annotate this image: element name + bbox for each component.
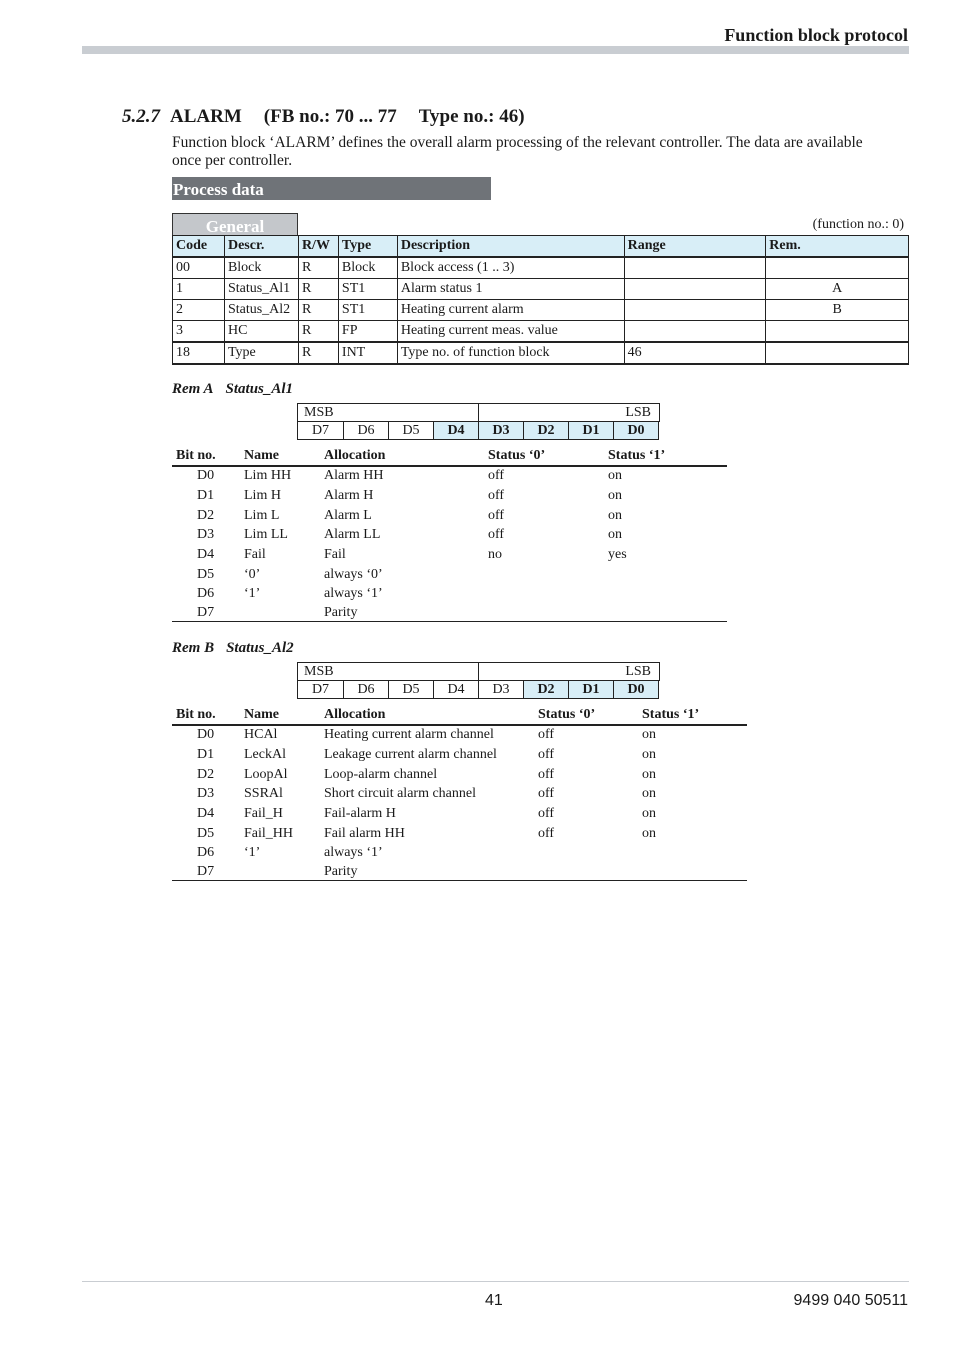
- function-number: (function no.: 0): [812, 217, 904, 232]
- table-cell: Block access (1 .. 3): [397, 257, 624, 279]
- bit-allocation: Short circuit alarm channel: [324, 786, 476, 801]
- bit-name: Lim HH: [244, 468, 292, 483]
- bit-table-header: [172, 446, 727, 467]
- page-number: 41: [485, 1292, 503, 1309]
- bit-status-1: on: [608, 527, 622, 542]
- bit-cell-active: D2: [523, 681, 568, 698]
- bit-name: LeckAl: [244, 747, 286, 762]
- bit-status-0: off: [538, 786, 555, 801]
- bit-no: D5: [197, 826, 215, 841]
- bit-name: Fail: [244, 547, 266, 562]
- bit-allocation: Alarm H: [324, 488, 374, 503]
- bit-status-1: on: [642, 806, 656, 821]
- table-cell: Status_Al1: [224, 279, 298, 300]
- bit-no: D7: [197, 864, 215, 879]
- table-header-cell: Type: [338, 236, 397, 258]
- header-bar: [82, 46, 909, 54]
- table-cell: 00: [173, 257, 225, 279]
- bit-cell: D7: [311, 682, 330, 697]
- bit-status-0: off: [488, 488, 505, 503]
- bit-allocation: Loop-alarm channel: [324, 767, 438, 782]
- bit-cell-active: D0: [613, 681, 658, 698]
- rem-b-title: [172, 640, 294, 657]
- bit-name: HCAl: [244, 727, 278, 742]
- table-cell: A: [766, 279, 909, 300]
- table-cell: B: [766, 300, 909, 321]
- bit-no: D1: [197, 488, 215, 503]
- rem-a-bit-cells: [297, 421, 659, 440]
- document-number: 9499 040 50511: [793, 1292, 908, 1309]
- bit-status-0: off: [538, 747, 555, 762]
- rem-b-name: Status_Al2: [226, 640, 294, 656]
- table-cell: Type no. of function block: [397, 342, 624, 364]
- bit-status-0: off: [538, 806, 555, 821]
- table-cell: HC: [224, 321, 298, 343]
- table-cell: [766, 321, 909, 343]
- page-header-title: Function block protocol: [724, 25, 908, 45]
- table-cell: ST1: [338, 300, 397, 321]
- table-cell: R: [298, 300, 338, 321]
- table-row: [173, 342, 909, 364]
- msb-label: MSB: [304, 664, 334, 679]
- bit-name: LoopAl: [244, 767, 288, 782]
- bit-cell: D6: [343, 422, 388, 439]
- header-cell: Bit no.: [176, 707, 216, 722]
- bit-status-0: off: [488, 468, 505, 483]
- bit-table-header: [172, 705, 747, 726]
- bit-allocation: Alarm HH: [324, 468, 384, 483]
- table-cell: [624, 279, 766, 300]
- bit-cell-active: D1: [568, 422, 613, 439]
- bit-no: D2: [197, 508, 215, 523]
- intro-text: Function block ‘ALARM’ defines the overall alarm processing of the relevant controller. The data are available once per controller.: [172, 134, 863, 169]
- table-header-row: [173, 236, 909, 258]
- lsb-label: LSB: [625, 405, 651, 420]
- section-type-no: Type no.: 46): [418, 106, 525, 127]
- table-row: [173, 257, 909, 279]
- bit-no: D2: [197, 767, 215, 782]
- bit-cell-active: D1: [568, 681, 613, 698]
- table-cell: Heating current meas. value: [397, 321, 624, 343]
- bit-status-1: on: [642, 767, 656, 782]
- rem-a-title: [172, 381, 293, 398]
- bit-status-0: off: [538, 767, 555, 782]
- table-cell: Alarm status 1: [397, 279, 624, 300]
- table-cell: R: [298, 321, 338, 343]
- rem-a-msb-lsb-row: [297, 403, 660, 422]
- bit-name: ‘0’: [244, 567, 261, 582]
- bit-status-0: no: [488, 547, 502, 562]
- table-header-cell: R/W: [298, 236, 338, 258]
- process-data-table: [172, 235, 909, 365]
- bit-no: D4: [197, 547, 215, 562]
- table-cell: R: [298, 342, 338, 364]
- bit-allocation: Fail: [324, 547, 346, 562]
- bit-name: Lim LL: [244, 527, 288, 542]
- bit-name: Lim H: [244, 488, 281, 503]
- msb-lsb-divider: [478, 404, 479, 422]
- table-cell: Block: [338, 257, 397, 279]
- bit-no: D0: [197, 727, 215, 742]
- bit-no: D5: [197, 567, 215, 582]
- general-tab: General: [172, 213, 298, 236]
- table-cell: 3: [173, 321, 225, 343]
- bit-cell: D5: [388, 681, 433, 698]
- bit-status-1: on: [642, 727, 656, 742]
- bit-allocation: always ‘0’: [324, 567, 383, 582]
- table-cell: [766, 342, 909, 364]
- table-cell: Heating current alarm: [397, 300, 624, 321]
- bit-cell: D6: [343, 681, 388, 698]
- msb-lsb-divider: [478, 663, 479, 681]
- rem-b-bit-cells: [297, 680, 659, 699]
- header-cell: Bit no.: [176, 448, 216, 463]
- bit-status-1: on: [608, 488, 622, 503]
- bit-table-bottom-rule: [172, 621, 727, 622]
- bit-allocation: Parity: [324, 605, 358, 620]
- bit-cell-active: D0: [613, 422, 658, 439]
- header-cell: Status ‘1’: [642, 707, 700, 722]
- header-cell: Name: [244, 448, 279, 463]
- bit-cell: D5: [388, 422, 433, 439]
- bit-name: Fail_HH: [244, 826, 293, 841]
- table-cell: [624, 300, 766, 321]
- table-cell: [766, 257, 909, 279]
- bit-no: D6: [197, 586, 215, 601]
- bit-no: D1: [197, 747, 215, 762]
- bit-status-1: yes: [608, 547, 627, 562]
- table-cell: 18: [173, 342, 225, 364]
- footer-rule: [82, 1281, 909, 1282]
- bit-status-1: on: [608, 468, 622, 483]
- header-cell: Name: [244, 707, 279, 722]
- table-row: [173, 321, 909, 343]
- bit-no: D4: [197, 806, 215, 821]
- table-cell: [624, 321, 766, 343]
- bit-allocation: Heating current alarm channel: [324, 727, 494, 742]
- bit-status-0: off: [488, 508, 505, 523]
- bit-no: D0: [197, 468, 215, 483]
- bit-status-0: off: [488, 527, 505, 542]
- header-cell: Status ‘0’: [488, 448, 546, 463]
- bit-name: SSRAl: [244, 786, 283, 801]
- table-row: [173, 300, 909, 321]
- msb-label: MSB: [304, 405, 334, 420]
- table-cell: Block: [224, 257, 298, 279]
- table-cell: R: [298, 279, 338, 300]
- header-cell: Allocation: [324, 448, 386, 463]
- header-cell: Status ‘1’: [608, 448, 666, 463]
- bit-cell: D3: [478, 681, 523, 698]
- lsb-label: LSB: [625, 664, 651, 679]
- bit-allocation: always ‘1’: [324, 586, 383, 601]
- bit-name: ‘1’: [244, 845, 261, 860]
- bit-allocation: always ‘1’: [324, 845, 383, 860]
- table-cell: 1: [173, 279, 225, 300]
- bit-no: D3: [197, 527, 215, 542]
- section-name: ALARM: [170, 106, 242, 127]
- table-cell: [624, 257, 766, 279]
- header-cell: Status ‘0’: [538, 707, 596, 722]
- rem-b-label: Rem B: [172, 640, 215, 656]
- table-cell: INT: [338, 342, 397, 364]
- bit-no: D7: [197, 605, 215, 620]
- rem-a-label: Rem A: [172, 381, 214, 397]
- table-header-cell: Description: [397, 236, 624, 258]
- header-cell: Allocation: [324, 707, 386, 722]
- table-cell: FP: [338, 321, 397, 343]
- bit-status-1: on: [642, 747, 656, 762]
- table-cell: Type: [224, 342, 298, 364]
- bit-status-0: off: [538, 826, 555, 841]
- bit-cell-active: D3: [478, 422, 523, 439]
- bit-no: D3: [197, 786, 215, 801]
- bit-status-1: on: [642, 786, 656, 801]
- bit-name: Fail_H: [244, 806, 283, 821]
- table-row: [173, 279, 909, 300]
- process-data-banner: Process data: [172, 177, 491, 200]
- section-fb-no: (FB no.: 70 ... 77: [263, 106, 397, 127]
- bit-allocation: Fail alarm HH: [324, 826, 405, 841]
- bit-name: Lim L: [244, 508, 280, 523]
- table-header-cell: Descr.: [224, 236, 298, 258]
- table-header-cell: Range: [624, 236, 766, 258]
- table-cell: ST1: [338, 279, 397, 300]
- bit-status-0: off: [538, 727, 555, 742]
- bit-name: ‘1’: [244, 586, 261, 601]
- table-header-cell: Rem.: [766, 236, 909, 258]
- bit-cell: D4: [433, 681, 478, 698]
- bit-allocation: Alarm LL: [324, 527, 381, 542]
- bit-cell: D7: [311, 423, 330, 438]
- table-cell: 2: [173, 300, 225, 321]
- bit-allocation: Leakage current alarm channel: [324, 747, 497, 762]
- bit-cell-active: D2: [523, 422, 568, 439]
- bit-table-bottom-rule: [172, 880, 747, 881]
- bit-no: D6: [197, 845, 215, 860]
- section-number: 5.2.7: [122, 106, 160, 127]
- bit-allocation: Fail-alarm H: [324, 806, 396, 821]
- bit-cell-active: D4: [433, 422, 478, 439]
- table-header-cell: Code: [173, 236, 225, 258]
- bit-allocation: Parity: [324, 864, 358, 879]
- section-title: [122, 106, 525, 128]
- table-cell: Status_Al2: [224, 300, 298, 321]
- bit-status-1: on: [642, 826, 656, 841]
- rem-a-name: Status_Al1: [225, 381, 294, 397]
- bit-status-1: on: [608, 508, 622, 523]
- bit-allocation: Alarm L: [324, 508, 372, 523]
- table-cell: R: [298, 257, 338, 279]
- table-cell: 46: [624, 342, 766, 364]
- rem-b-msb-lsb-row: [297, 662, 660, 681]
